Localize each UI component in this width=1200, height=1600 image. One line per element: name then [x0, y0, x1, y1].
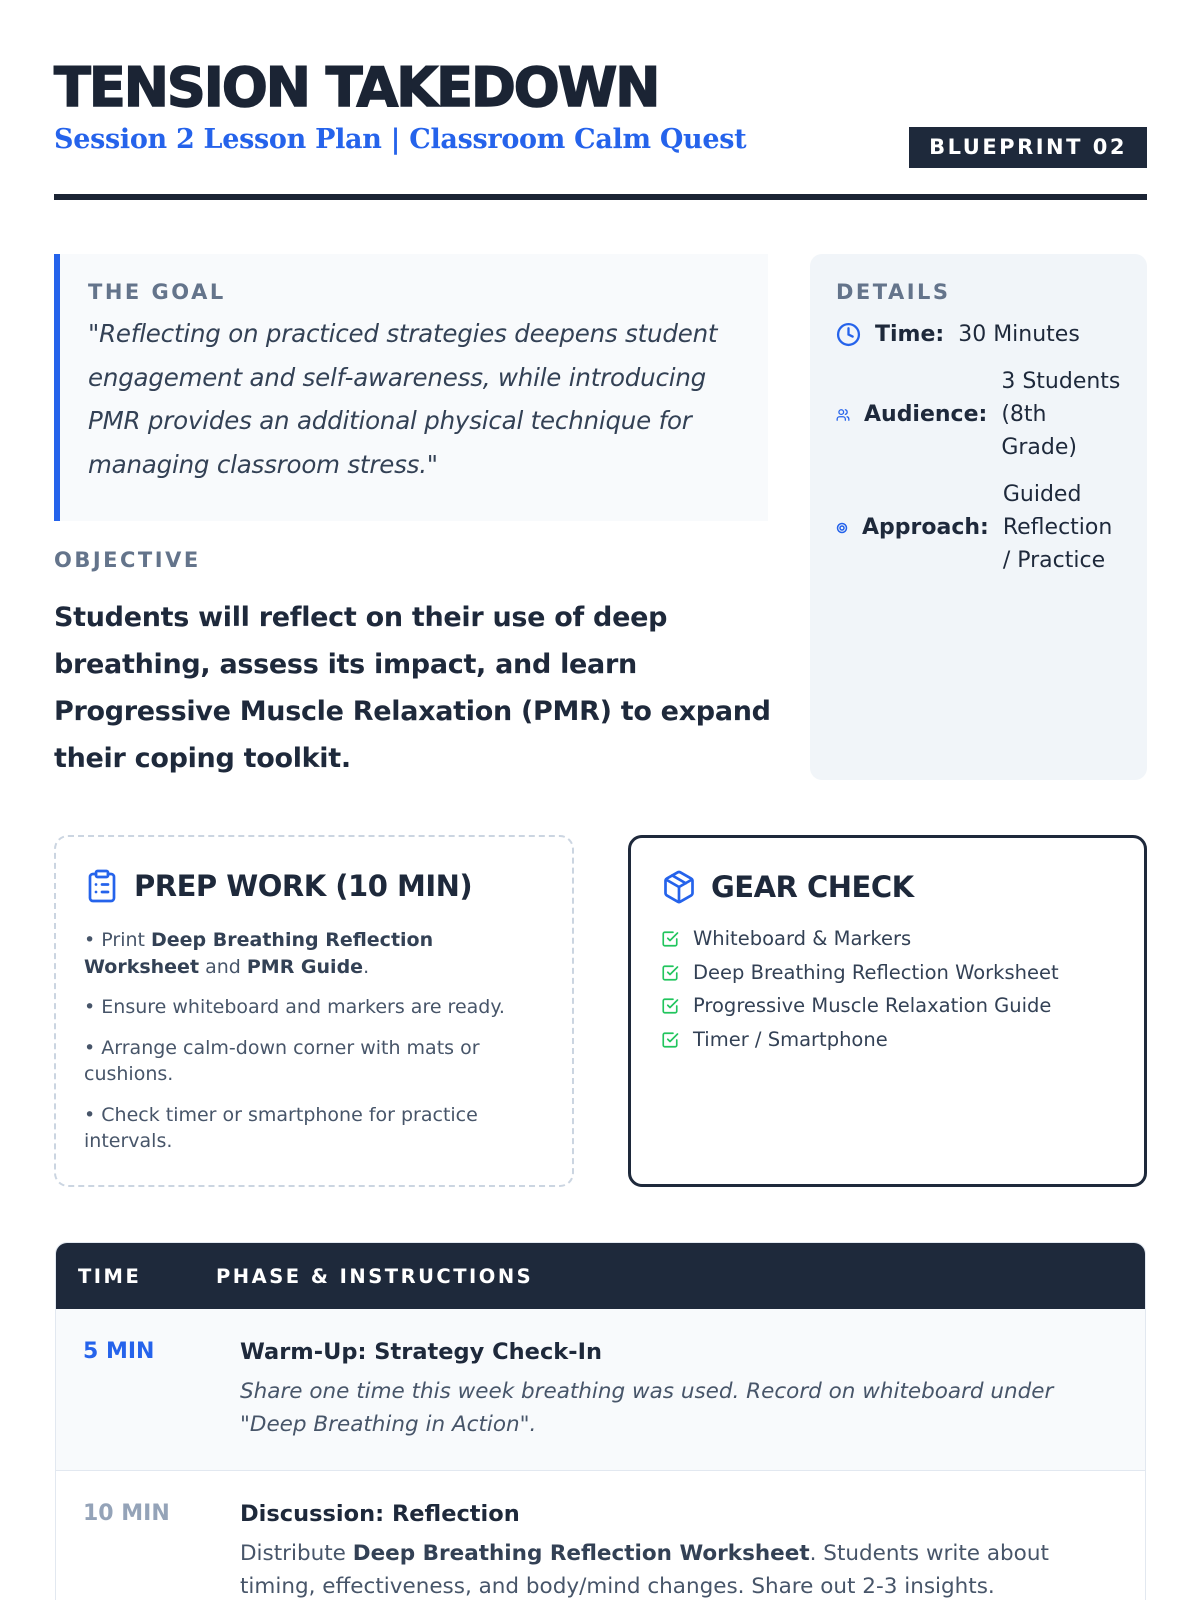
schedule-table — [55, 1242, 1146, 1600]
goal-label: THE GOAL — [88, 280, 226, 304]
list-item: • Arrange calm-down corner with mats or cushions. — [84, 1036, 480, 1085]
col-time-header: TIME — [78, 1264, 142, 1288]
list-item: • Check timer or smartphone for practice intervals. — [84, 1103, 478, 1152]
list-item: • Ensure whiteboard and markers are ready. — [84, 996, 505, 1018]
goal-box — [54, 254, 768, 521]
phase-title: Discussion: Reflection — [240, 1501, 520, 1527]
detail-time — [836, 318, 1123, 351]
audience-value: 3 Students (8th Grade) — [1001, 369, 1121, 460]
clock-icon — [836, 322, 861, 347]
approach-label: Approach: — [862, 515, 989, 540]
check-square-icon — [661, 964, 679, 982]
page-header — [54, 56, 1147, 158]
detail-approach — [836, 478, 1123, 577]
package-icon — [661, 868, 697, 906]
prep-list — [84, 927, 544, 1155]
table-row — [56, 1471, 1145, 1600]
phase-instructions: Share one time this week breathing was used. Record on whiteboard under "Deep Breathing in Action". — [240, 1379, 1054, 1437]
row-time: 10 MIN — [83, 1501, 170, 1526]
list-item: • Print Deep Breathing Reflection Worksheet and PMR Guide. — [84, 929, 434, 978]
check-square-icon — [661, 997, 679, 1015]
time-label: Time: — [875, 322, 945, 347]
detail-audience — [836, 365, 1123, 464]
prep-work-card — [54, 835, 574, 1187]
page-subtitle: Session 2 Lesson Plan | Classroom Calm Quest — [54, 124, 747, 155]
table-row — [56, 1309, 1145, 1471]
goal-quote: "Reflecting on practiced strategies deepens student engagement and self-awareness, while introducing PMR provides an additional physical technique for managing classroom stress." — [88, 319, 718, 479]
objective-text: Students will reflect on their use of deep breathing, assess its impact, and learn Progressive Muscle Relaxation (PMR) to expand their coping toolkit. — [54, 602, 771, 774]
col-phase-header: PHASE & INSTRUCTIONS — [216, 1264, 534, 1288]
phase-instructions: Distribute Deep Breathing Reflection Worksheet. Students write about timing, effectiveness, and body/mind changes. Share out 2-3 insights. — [240, 1541, 1049, 1599]
header-divider — [54, 194, 1147, 200]
list-item: Deep Breathing Reflection Worksheet — [661, 960, 1116, 986]
audience-label: Audience: — [864, 402, 988, 427]
page-title: TENSION TAKEDOWN — [54, 56, 659, 119]
gear-title: GEAR CHECK — [711, 870, 914, 904]
objective-label: OBJECTIVE — [54, 548, 201, 572]
approach-value: Guided Reflection / Practice — [1002, 482, 1113, 573]
gear-list — [661, 926, 1116, 1053]
table-header — [56, 1243, 1145, 1309]
check-square-icon — [661, 1031, 679, 1049]
blueprint-badge: BLUEPRINT 02 — [909, 127, 1147, 168]
details-panel — [810, 254, 1147, 780]
prep-title: PREP WORK (10 MIN) — [134, 869, 473, 903]
row-time: 5 MIN — [83, 1339, 155, 1364]
users-icon — [836, 408, 850, 422]
list-item: Progressive Muscle Relaxation Guide — [661, 993, 1116, 1019]
list-item: Whiteboard & Markers — [661, 926, 1116, 952]
list-item: Timer / Smartphone — [661, 1027, 1116, 1053]
objective-section — [54, 548, 774, 782]
clipboard-icon — [84, 867, 120, 905]
target-icon — [836, 522, 848, 534]
phase-title: Warm-Up: Strategy Check-In — [240, 1339, 602, 1365]
time-value: 30 Minutes — [958, 322, 1080, 347]
check-square-icon — [661, 930, 679, 948]
details-label: DETAILS — [836, 280, 951, 304]
gear-check-card — [628, 835, 1147, 1187]
